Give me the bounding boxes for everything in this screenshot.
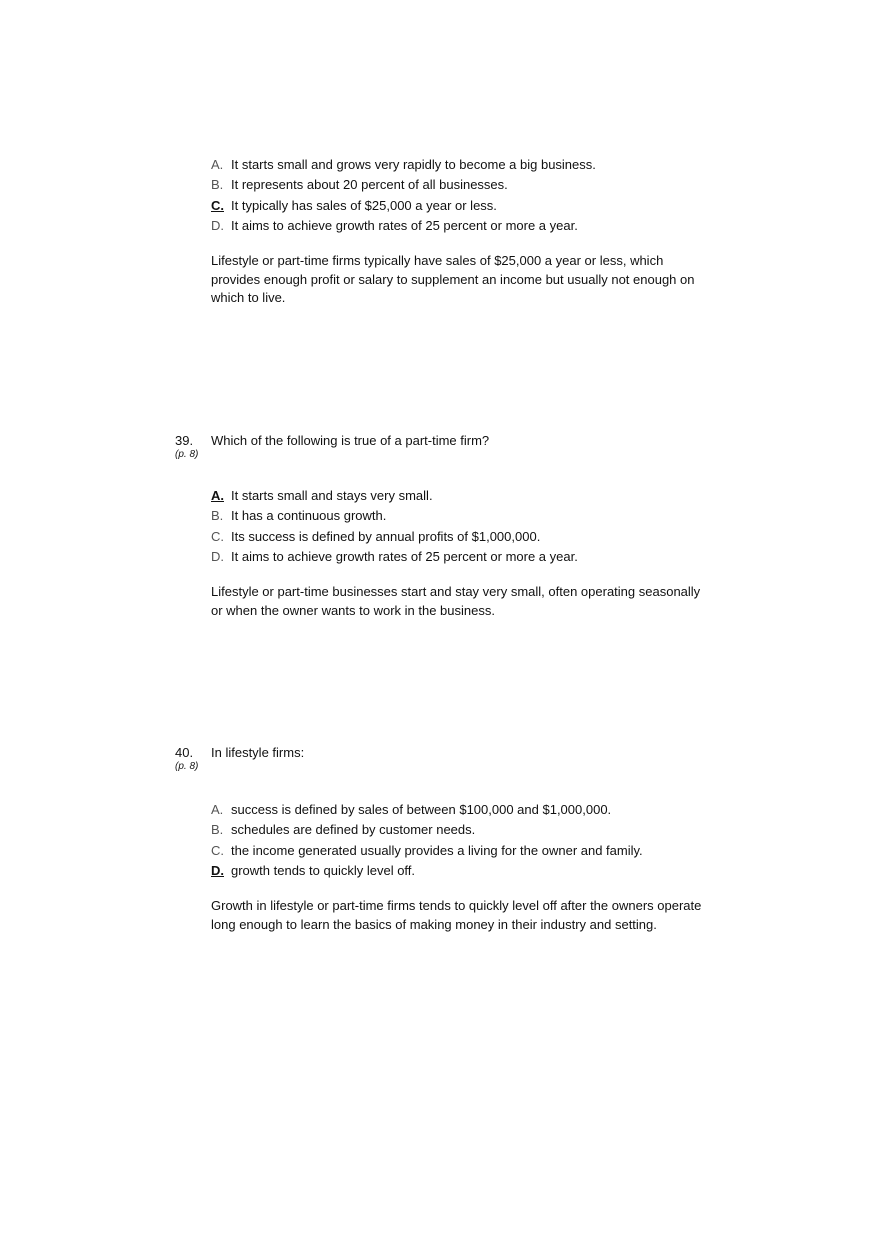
answer-option-a-correct bbox=[211, 487, 578, 507]
answer-option-d-correct bbox=[211, 862, 643, 882]
question-text: In lifestyle firms: bbox=[211, 745, 305, 760]
page-reference: (p. 8) bbox=[175, 761, 199, 772]
option-text: growth tends to quickly level off. bbox=[231, 862, 416, 878]
option-letter: A. bbox=[211, 157, 224, 172]
option-letter: A. bbox=[211, 488, 224, 503]
answer-option-c bbox=[211, 842, 643, 862]
option-text: success is defined by sales of between $100,000 and $1,000,000. bbox=[231, 802, 612, 817]
option-letter: B. bbox=[211, 177, 224, 193]
option-letter: C. bbox=[211, 197, 224, 213]
option-text: It aims to achieve growth rates of 25 percent or more a year. bbox=[231, 217, 578, 233]
option-text: It starts small and grows very rapidly to become a big business. bbox=[231, 157, 596, 172]
answer-explanation: Lifestyle or part-time firms typically have sales of $25,000 a year or less, which provides enough profit or salary to supplement an income but usually not enough on which to live. bbox=[211, 253, 695, 306]
option-letter: D. bbox=[211, 862, 224, 878]
option-letter: A. bbox=[211, 802, 224, 817]
option-letter: D. bbox=[211, 217, 224, 233]
answer-option-a bbox=[211, 156, 596, 176]
option-letter: C. bbox=[211, 842, 224, 858]
question-text: Which of the following is true of a part-time firm? bbox=[211, 433, 490, 448]
option-text: It represents about 20 percent of all businesses. bbox=[231, 177, 508, 193]
answer-options bbox=[211, 801, 643, 882]
option-letter: B. bbox=[211, 508, 224, 524]
answer-option-a bbox=[211, 801, 643, 821]
question-number: 40. bbox=[175, 745, 194, 760]
option-text: the income generated usually provides a living for the owner and family. bbox=[231, 842, 643, 858]
option-letter: C. bbox=[211, 528, 224, 544]
question-number: 39. bbox=[175, 433, 194, 448]
option-text: Its success is defined by annual profits of $1,000,000. bbox=[231, 528, 541, 544]
answer-option-d bbox=[211, 548, 578, 568]
option-text: schedules are defined by customer needs. bbox=[231, 822, 476, 838]
answer-option-b bbox=[211, 507, 578, 527]
answer-option-c-correct bbox=[211, 197, 596, 217]
option-text: It aims to achieve growth rates of 25 percent or more a year. bbox=[231, 548, 578, 564]
answer-option-d bbox=[211, 217, 596, 237]
option-text: It starts small and stays very small. bbox=[231, 488, 433, 503]
answer-option-b bbox=[211, 176, 596, 196]
answer-option-c bbox=[211, 528, 578, 548]
answer-options bbox=[211, 487, 578, 568]
answer-options bbox=[211, 156, 596, 237]
option-text: It typically has sales of $25,000 a year or less. bbox=[231, 197, 497, 213]
answer-option-b bbox=[211, 821, 643, 841]
answer-explanation: Growth in lifestyle or part-time firms tends to quickly level off after the owners operate long enough to learn the basics of making money in their industry and setting. bbox=[211, 898, 702, 932]
option-letter: D. bbox=[211, 548, 224, 564]
option-letter: B. bbox=[211, 822, 224, 838]
page-reference: (p. 8) bbox=[175, 449, 199, 460]
answer-explanation: Lifestyle or part-time businesses start and stay very small, often operating seasonally or when the owner wants to work in the business. bbox=[211, 584, 701, 618]
option-text: It has a continuous growth. bbox=[231, 508, 387, 524]
